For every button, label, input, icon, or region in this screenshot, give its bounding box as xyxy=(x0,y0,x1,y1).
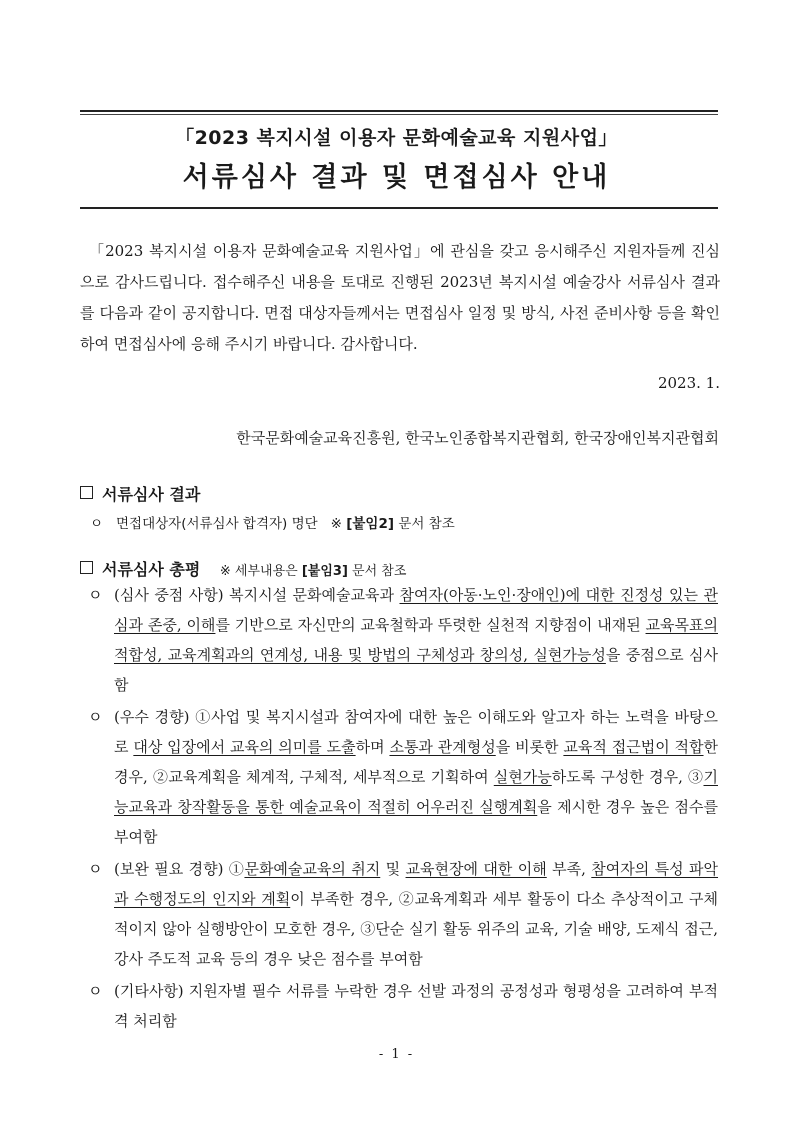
section1-item-text: 면접대상자(서류심사 합격자) 명단 xyxy=(116,516,318,532)
bullet-underlined-text: 참여자(아동·노인·장애인)에 대한 진정성 있는 관심과 존중, 이해 xyxy=(114,586,718,634)
bullet-text: 한 경우, ②교육계획을 체계적, 구체적, 세부적으로 기획하여 xyxy=(114,738,719,786)
header-rule-top xyxy=(80,110,718,112)
header-rule-top-thin xyxy=(80,114,718,115)
bullet-text: (보완 필요 경향) ① xyxy=(114,860,245,878)
bullet-underlined-text: 교육목표의 적합성, 교육계획과의 연계성, 내용 및 방법의 구체성과 창의성, 실현가능성 xyxy=(114,616,718,664)
bullet-underlined-text: 문화예술교육의 취지 xyxy=(244,860,381,878)
section1-ref-prefix: ※ xyxy=(330,516,342,532)
bullet-text: 하며 xyxy=(355,738,390,756)
bullet-underlined-text: 교육현장에 대한 이해 xyxy=(405,860,547,878)
section1-item xyxy=(90,512,455,532)
section1-heading-text: 서류심사 결과 xyxy=(102,485,201,504)
bullet-circle-icon: ㅇ xyxy=(88,860,103,878)
intro-paragraph: 「2023 복지시설 이용자 문화예술교육 지원사업」에 관심을 갖고 응시해주신 지원자들께 진심으로 감사드립니다. 접수해주신 내용을 토대로 진행된 2023년 복지시설 예술강사 서류심사 결과를 다음과 같이 공지합니다. 면접 대상자들께서는 면접심사 일정 및 방식, 사전 준비사항 등을 확인하여 면접심사에 응해 주시기 바랍니다. 감사합니다. xyxy=(80,242,720,353)
bullet-underlined-text: 실현가능 xyxy=(493,768,552,786)
bullet-text: (기타사항) 지원자별 필수 서류를 누락한 경우 선발 과정의 공정성과 형평성을 고려하여 부적격 처리함 xyxy=(114,982,718,1030)
bullet-underlined-text: 대상 입장에서 교육의 의미를 도출 xyxy=(133,738,356,756)
bullet-underlined-text: 소통과 관계형성 xyxy=(389,738,496,756)
checkbox-square-icon xyxy=(80,561,93,574)
bullet-circle-icon: ㅇ xyxy=(90,516,104,532)
section2-note-prefix: ※ 세부내용은 xyxy=(219,564,298,579)
checkbox-square-icon xyxy=(80,486,93,499)
bullet-text: 을 비롯한 xyxy=(495,738,564,756)
notice-date: 2023. 1. xyxy=(657,374,720,392)
bullet-circle-icon: ㅇ xyxy=(88,982,103,1000)
document-title-line2: 서류심사 결과 및 면접심사 안내 xyxy=(182,162,611,193)
bullet-text: (심사 중점 사항) 복지시설 문화예술교육과 xyxy=(114,586,400,604)
issuing-organizations: 한국문화예술교육진흥원, 한국노인종합복지관협회, 한국장애인복지관협회 xyxy=(236,429,719,447)
bullet-text: 부족, xyxy=(546,860,592,878)
bullet-text: 이 부족한 경우, ②교육계획과 세부 활동이 다소 추상적이고 구체적이지 않아 실행방안이 모호한 경우, ③단순 실기 활동 위주의 교육, 기술 배양, 도제식 접근, 강사 주도적 교육 등의 경우 낮은 점수를 부여함 xyxy=(114,890,718,968)
section2-heading-text: 서류심사 총평 xyxy=(102,560,201,579)
page-number: - 1 - xyxy=(378,1047,415,1062)
list-item xyxy=(88,702,718,852)
bullet-text: (우수 경향) ①사업 및 복지시설과 참여자에 대한 높은 이해도와 알고자 하는 노력을 바탕으로 xyxy=(114,708,718,756)
list-item xyxy=(88,854,718,974)
review-summary-list xyxy=(88,580,718,1036)
section2-note xyxy=(220,564,407,579)
bullet-circle-icon: ㅇ xyxy=(88,586,103,604)
bullet-circle-icon: ㅇ xyxy=(88,708,103,726)
section2-note-suffix: 문서 참조 xyxy=(352,564,407,579)
bullet-text: 을 제시한 경우 높은 점수를 부여함 xyxy=(114,798,719,846)
list-item xyxy=(88,976,718,1036)
section1-ref-attachment: [붙임2] xyxy=(346,516,395,532)
section2-heading xyxy=(80,557,406,580)
bullet-text: 을 중점으로 심사함 xyxy=(114,646,719,694)
bullet-underlined-text: 기능교육과 창작활동을 통한 예술교육이 적절히 어우러진 실행계획 xyxy=(114,768,718,816)
list-item xyxy=(88,580,718,700)
bullet-text: 를 기반으로 자신만의 교육철학과 뚜렷한 실천적 지향점이 내재된 xyxy=(215,616,646,634)
bullet-underlined-text: 교육적 접근법이 적합 xyxy=(563,738,704,756)
bullet-underlined-text: 참여자의 특성 파악과 수행정도의 인지와 계획 xyxy=(114,860,719,908)
bullet-text: 하도록 구성한 경우, ③ xyxy=(551,768,704,786)
section2-note-attachment: [붙임3] xyxy=(301,564,348,579)
header-rule-bottom xyxy=(80,207,718,209)
section1-heading xyxy=(80,482,200,505)
section1-ref-suffix: 문서 참조 xyxy=(398,516,455,532)
bullet-text: 및 xyxy=(380,860,406,878)
document-title-line1: 「2023 복지시설 이용자 문화예술교육 지원사업」 xyxy=(175,127,618,149)
